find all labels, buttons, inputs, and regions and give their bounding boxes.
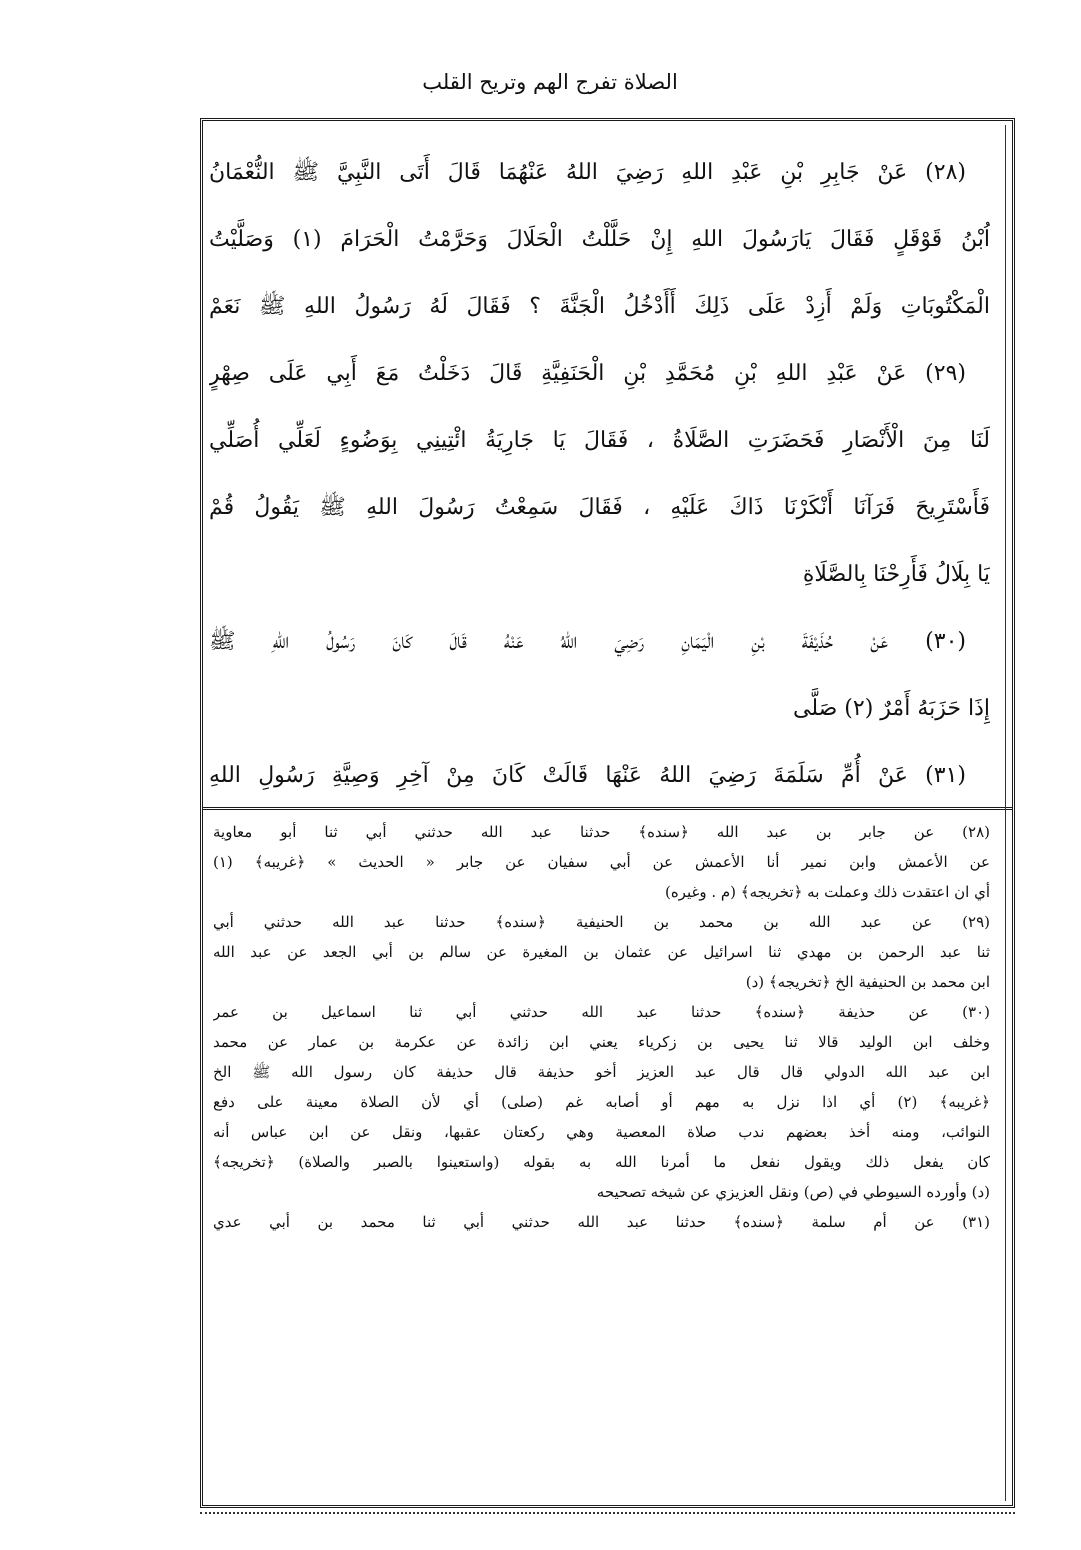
commentary-line: (٣١) عن أم سلمة ﴿سنده﴾ حدثنا عبد الله حدثني أبي ثنا محمد بن أبي عدي bbox=[213, 1213, 990, 1231]
commentary-line: ﴿غريبه﴾ (٢) أي اذا نزل به مهم أو أصابه غم (صلى) أي لأن الصلاة معينة على دفع bbox=[213, 1093, 990, 1111]
hadith-line: لَنَا مِنَ الْأَنْصَارِ فَحَضَرَتِ الصَّلَاةُ ، فَقَالَ يَا جَارِيَةُ ائْتِينِي بِوَضُوءٍ لَعَلِّي أُصَلِّي bbox=[209, 428, 990, 453]
commentary-line: (٢٨) عن جابر بن عبد الله ﴿سنده﴾ حدثنا عبد الله حدثني أبي ثنا أبو معاوية bbox=[213, 823, 990, 841]
hadith-line: (٢٨) عَنْ جَابِرِ بْنِ عَبْدِ اللهِ رَضِيَ اللهُ عَنْهُمَا قَالَ أَتَى النَّبِيَّ ﷺ النُّعْمَانُ bbox=[209, 160, 966, 185]
commentary-line: عن الأعمش وابن نمير أنا الأعمش عن أبي سفيان عن جابر « الحديث » ﴿غريبه﴾ (١) bbox=[213, 853, 990, 871]
section-divider bbox=[203, 807, 1012, 810]
commentary-line: أي ان اعتقدت ذلك وعملت به ﴿تخريجه﴾ (م . وغيره) bbox=[664, 883, 990, 901]
hadith-line: فَأَسْتَرِيحَ فَرَآنَا أَنْكَرْنَا ذَاكَ عَلَيْهِ ، فَقَالَ سَمِعْتُ رَسُولَ اللهِ ﷺ يَقُولُ قُمْ bbox=[209, 495, 990, 520]
commentary-line: (٣٠) عن حذيفة ﴿سنده﴾ حدثنا عبد الله حدثني أبي ثنا اسماعيل بن عمر bbox=[213, 1003, 990, 1021]
hadith-line: اُبْنُ قَوْقَلٍ فَقَالَ يَارَسُولَ اللهِ إِنْ حَلَّلْتُ الْحَلَالَ وَحَرَّمْتُ الْحَرَامَ (١) وَصَلَّيْتُ bbox=[209, 227, 990, 252]
hadith-line: (٣١) عَنْ أُمِّ سَلَمَةَ رَضِيَ اللهُ عَنْهَا قَالَتْ كَانَ مِنْ آخِرِ وَصِيَّةِ رَسُولِ اللهِ bbox=[209, 763, 966, 788]
commentary-line: ابن محمد بن الحنيفية الخ ﴿تخريجه﴾ (د) bbox=[745, 973, 990, 991]
commentary-line: ثنا عبد الرحمن بن مهدي ثنا اسرائيل عن عثمان بن المغيرة عن سالم بن أبي الجعد عن عبد الله bbox=[213, 943, 990, 961]
hadith-line: الْمَكْتُوبَاتِ وَلَمْ أَزِدْ عَلَى ذَلِكَ أَأَدْخُلُ الْجَنَّةَ ؟ فَقَالَ لَهُ رَسُولُ اللهِ ﷺ نَعَمْ bbox=[209, 294, 990, 319]
commentary-line: (٢٩) عن عبد الله بن محمد بن الحنيفية ﴿سنده﴾ حدثنا عبد الله حدثني أبي bbox=[213, 913, 990, 931]
bottom-border-ornament bbox=[200, 1512, 1015, 1522]
commentary-line: النوائب، ومنه أخذ بعضهم ندب صلاة المعصية وهي ركعتان عقبها، ونقل عن ابن عباس أنه bbox=[213, 1123, 990, 1141]
commentary-line: ابن عبد الله الدولي قال قال عبد العزيز أخو حذيفة قال حذيفة كان رسول الله ﷺ الخ bbox=[213, 1063, 990, 1081]
running-header: الصلاة تفرج الهم وتريح القلب bbox=[422, 70, 678, 94]
commentary-line: (د) وأورده السيوطي في (ص) ونقل العزيزي عن شيخه تصحيحه bbox=[596, 1183, 990, 1201]
commentary-line: وخلف ابن الوليد قالا ثنا يحيى بن زكرياء يعني ابن زائدة عن عكرمة بن عمار عن محمد bbox=[213, 1033, 990, 1051]
commentary-block bbox=[213, 817, 990, 1487]
commentary-line: كان يفعل ذلك ويقول نفعل ما أمرنا الله به بقوله (واستعينوا بالصبر والصلاة) ﴿تخريجه﴾ bbox=[213, 1153, 990, 1171]
hadith-text-block bbox=[209, 139, 990, 811]
hadith-line: إِذَا حَزَبَهُ أَمْرٌ (٢) صَلَّى bbox=[793, 696, 990, 721]
hadith-line: يَا بِلَالُ فَأَرِحْنَا بِالصَّلَاةِ bbox=[802, 562, 990, 587]
hadith-line: (٣٠) عَنْ حُذَيْفَةَ بْنِ الْيَمَانِ رَضِيَ اللهُ عَنْهُ قَالَ كَانَ رَسُولُ اللهِ ﷺ bbox=[209, 629, 966, 654]
page-frame bbox=[200, 118, 1015, 1508]
hadith-line: (٢٩) عَنْ عَبْدِ اللهِ بْنِ مُحَمَّدِ بْنِ الْحَنَفِيَّةِ قَالَ دَخَلْتُ مَعَ أَبِي عَلَى صِهْرٍ bbox=[209, 361, 966, 386]
